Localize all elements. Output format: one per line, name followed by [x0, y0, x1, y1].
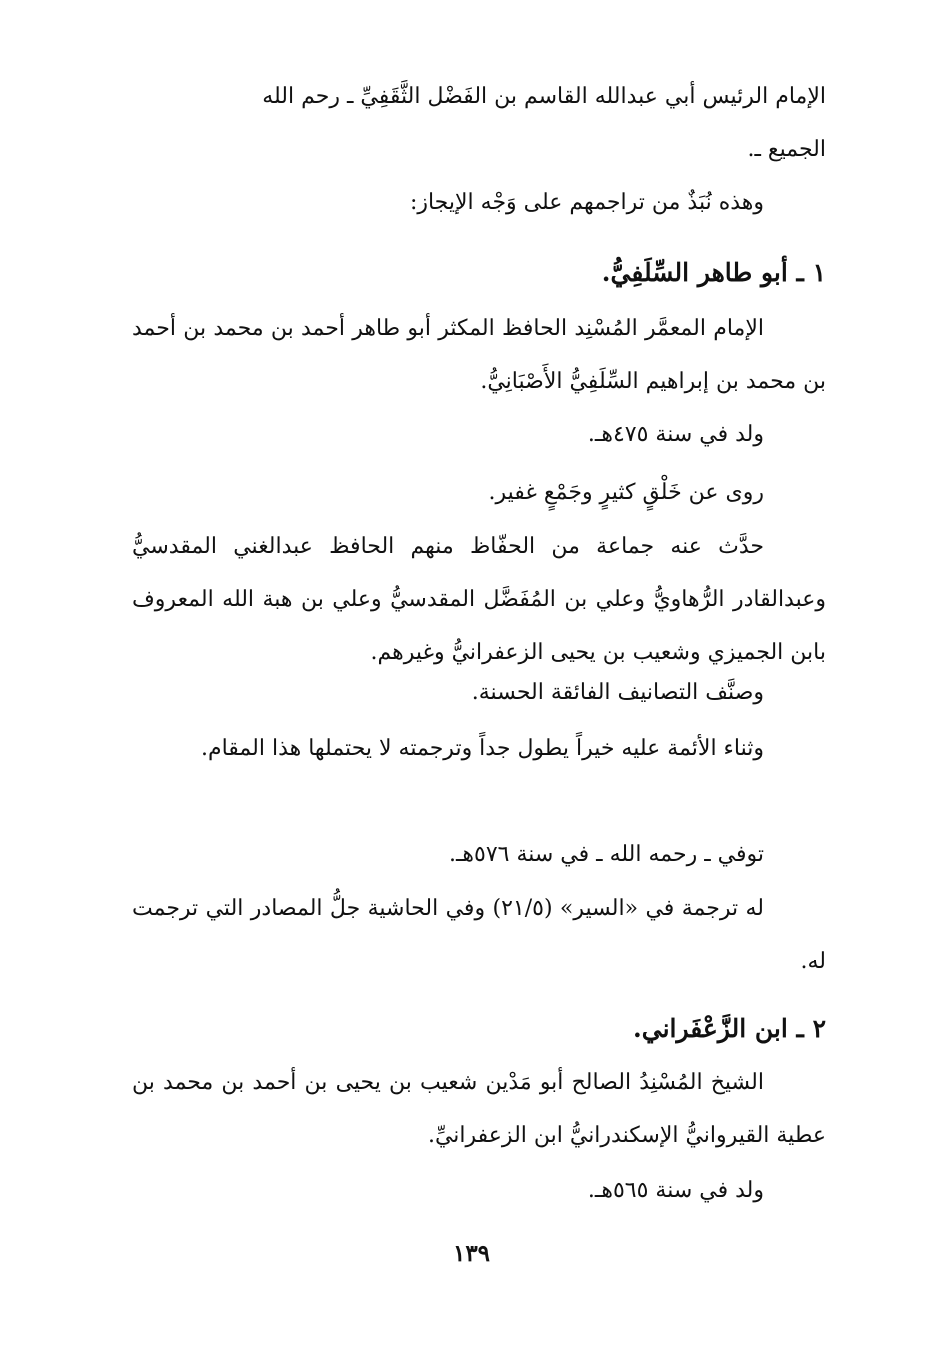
section-1-narrated: روى عن خَلْقٍ كثيرٍ وجَمْعٍ غفير.: [488, 480, 764, 505]
intro-line-2: الجميع ـ.: [747, 137, 826, 162]
section-1-born: ولد في سنة ٤٧٥هـ.: [587, 422, 764, 447]
section-1-sources: له ترجمة في «السير» (٢١/٥) وفي الحاشية جلُّ المصادر التي ترجمت له.: [132, 896, 826, 974]
section-1-bio: الإمام المعمَّر المُسْنِد الحافظ المكثر أبو طاهر أحمد بن محمد بن أحمد بن محمد بن إبراهيم السِّلَفِيُّ الأَصْبَانِيُّ.: [132, 316, 826, 394]
section-2-bio: الشيخ المُسْنِدُ الصالح أبو مَدْين شعيب بن يحيى بن أحمد بن محمد بن عطية القيروانيُّ الإسكندرانيُّ ابن الزعفرانيِّ.: [132, 1070, 826, 1148]
section-2-born: ولد في سنة ٥٦٥هـ.: [587, 1178, 764, 1203]
section-2-heading: ٢ ـ ابن الزَّعْفَراني.: [633, 1014, 826, 1043]
section-1-died: توفي ـ رحمه الله ـ في سنة ٥٧٦هـ.: [448, 842, 764, 867]
page-number: ١٣٩: [452, 1240, 491, 1267]
section-1-praise: وثناء الأئمة عليه خيراً يطول جداً وترجمته لا يحتملها هذا المقام.: [200, 736, 764, 761]
intro-line-1: الإمام الرئيس أبي عبدالله القاسم بن الفَضْل الثَّقَفِيِّ ـ رحم الله: [262, 84, 826, 109]
section-1-heading: ١ ـ أبو طاهر السِّلَفِيُّ.: [601, 258, 826, 287]
section-1-works: وصنَّف التصانيف الفائقة الحسنة.: [471, 680, 764, 705]
section-1-students: حدَّث عنه جماعة من الحفّاظ منهم الحافظ عبدالغني المقدسيُّ وعبدالقادر الرُّهاويُّ وعلي بن المُفَضَّل المقدسيُّ وعلي بن هبة الله المعروف بابن الجميزي وشعيب بن يحيى الزعفرانيُّ وغيرهم.: [132, 534, 826, 665]
intro-continuation: [132, 70, 826, 176]
intro-paragraph: وهذه نُبَذٌ من تراجمهم على وَجْه الإيجاز:: [409, 190, 764, 215]
